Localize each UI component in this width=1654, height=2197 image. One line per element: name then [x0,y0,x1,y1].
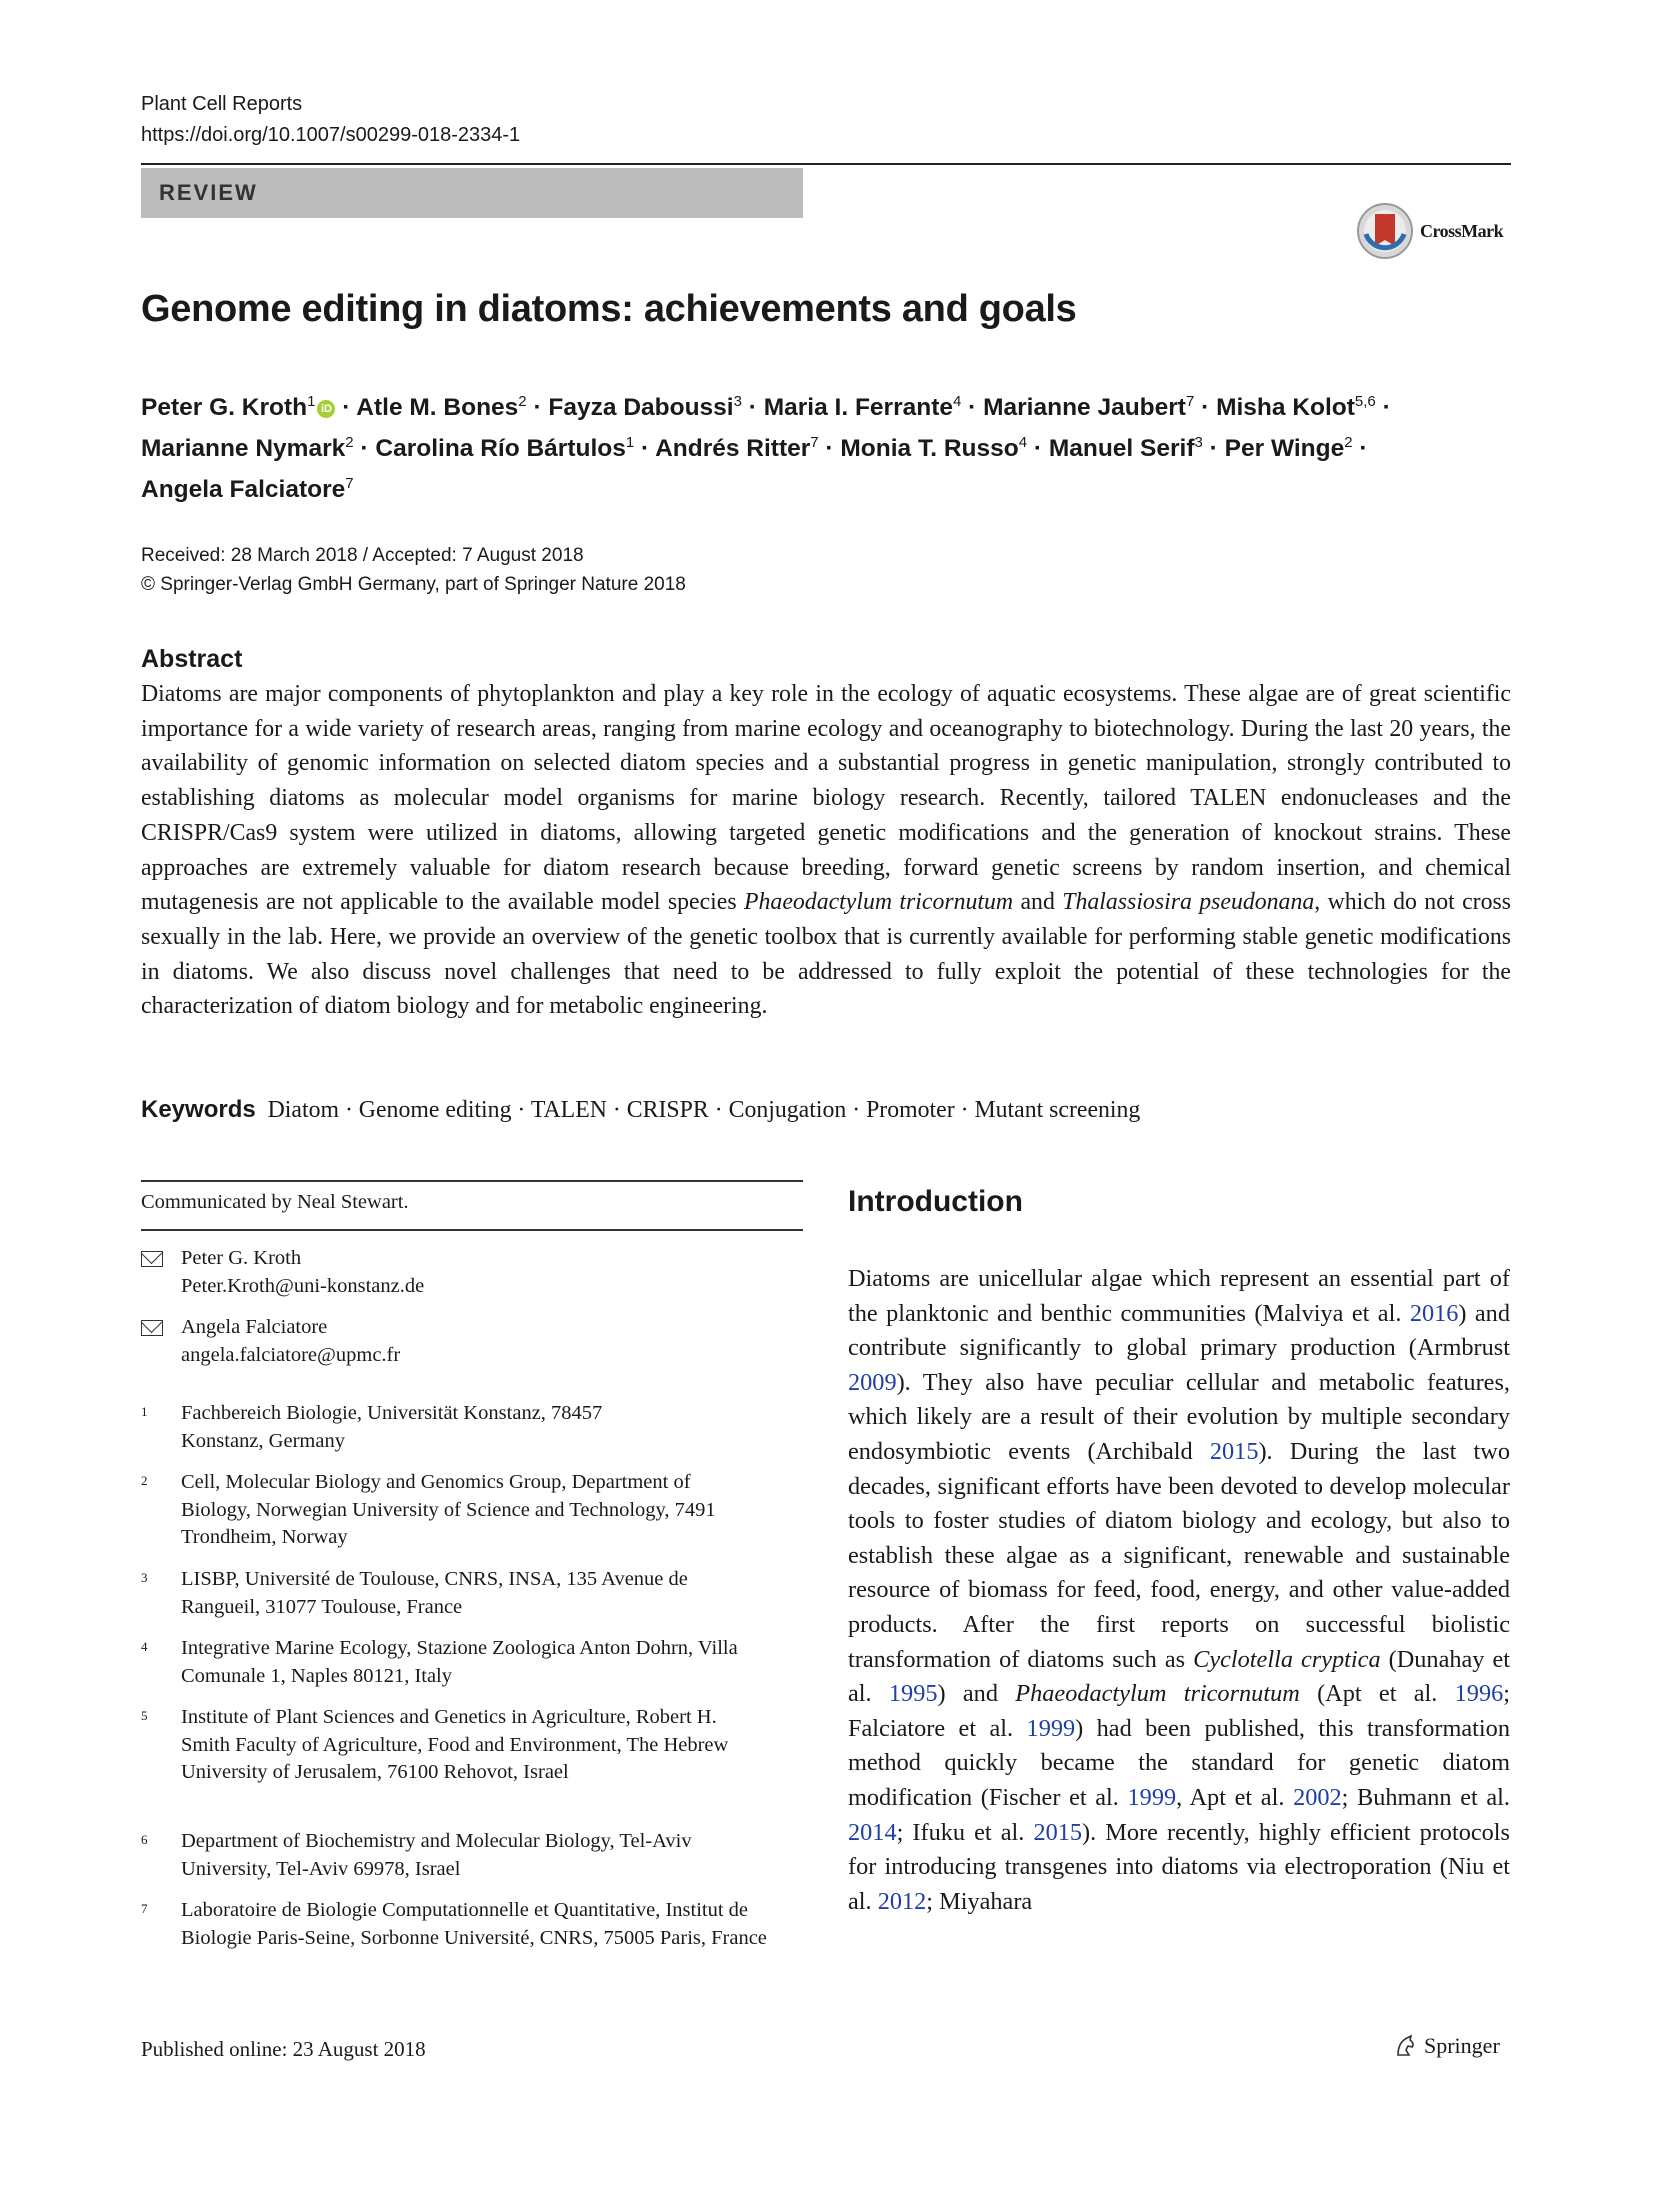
article-type-banner: REVIEW [141,168,803,218]
springer-horse-icon [1392,2033,1418,2059]
citation-link[interactable]: 2014 [848,1818,897,1846]
envelope-icon [141,1320,163,1336]
doi-link[interactable]: https://doi.org/10.1007/s00299-018-2334-1 [141,124,521,146]
author-name[interactable]: · Maria I. Ferrante [741,394,953,422]
author-name[interactable]: · Fayza Daboussi [526,394,734,422]
citation-link[interactable]: 2002 [1293,1783,1342,1811]
journal-header [141,89,520,151]
affiliation-item: 7 Laboratoire de Biologie Computationnelle et Quantitative, Institut de Biologie Paris-Seine, Sorbonne Université, CNRS, 75005 Paris, France [141,1899,767,1949]
copyright: © Springer-Verlag GmbH Germany, part of Springer Nature 2018 [141,574,686,595]
species-name: Cyclotella cryptica [1193,1645,1381,1673]
author-name[interactable]: · Misha Kolot [1194,394,1355,422]
envelope-icon [141,1251,163,1267]
citation-link[interactable]: 1999 [1127,1783,1177,1811]
author-name[interactable]: · Per Winge [1202,435,1345,463]
author-name[interactable]: · Andrés Ritter [634,435,811,463]
keywords-list: Diatom · Genome editing · TALEN · CRISPR · Conjugation · Promoter · Mutant screening [267,1097,1141,1123]
keywords-label: Keywords [141,1096,256,1123]
author-list: Peter G. Kroth$^1$ iD · Atle M. Bones$^2$ · Fayza Daboussi$^3$ · Maria I. Ferrante$^4$ · Marianne Jaubert$^7$ · Misha Kolot$^{5,6}$ · Marianne Nymark$^2$ · Carolina Río Bártulos$^1$ · Andrés Ritter$^7$ · Monia T. Russo$^4$ · Manuel Serif$^3$ · Per Winge$^2$ · Angela Falciatore$^7$ [141,393,1391,504]
citation-link[interactable]: 2015 [1033,1818,1083,1846]
author-name[interactable]: · Monia T. Russo [818,435,1019,463]
orcid-icon[interactable]: iD [317,400,335,418]
author-name[interactable]: · Manuel Serif [1027,435,1195,463]
affiliation-item: 5 Institute of Plant Sciences and Genetics in Agriculture, Robert H. Smith Faculty of Agriculture, Food and Environment, The Hebrew University of Jerusalem, 76100 Rehovot, Israel [141,1706,729,1783]
crossmark-icon [1356,202,1414,260]
species-name: Phaeodactylum tricornutum [744,889,1014,916]
introduction-body: Diatoms are unicellular algae which represent an essential part of the planktonic and benthic communities (Malviya et al. 2016) and contribute significantly to global primary production (Armbrust 2009). They also have peculiar cellular and metabolic features, which likely are a result of their evolution by multiple secondary endosymbiotic events (Archibald 2015). During the last two decades, significant efforts have been devoted to develop molecular tools to foster studies of diatom biology and ecology, but also to establish these algae as a significant, renewable and sustainable resource of biomass for feed, food, energy, and other value-added products. After the first reports on successful biolistic transformation of diatoms such as Cyclotella cryptica (Dunahay et al. 1995) and Phaeodactylum tricornutum (Apt et al. 1996; Falciatore et al. 1999) had been published, this transformation method quickly became the standard for genetic diatom modification (Fischer et al. 1999, Apt et al. 2002; Buhmann et al. 2014; Ifuku et al. 2015). More recently, highly efficient protocols for introducing transgenes into diatoms via electroporation (Niu et al. 2012; Miyahara [848,1265,1511,1915]
citation-link[interactable]: 2015 [1209,1437,1259,1465]
author-name[interactable]: Marianne Nymark [141,435,346,463]
crossmark-label: CrossMark [1420,220,1504,241]
article-title: Genome editing in diatoms: achievements and goals [141,288,1077,330]
abstract-heading: Abstract [141,645,243,673]
citation-link[interactable]: 1995 [888,1680,938,1708]
author-name[interactable]: · Marianne Jaubert [961,394,1186,422]
abstract-body: Diatoms are major components of phytoplankton and play a key role in the ecology of aquatic ecosystems. These algae are of great scientific importance for a wide variety of research areas, ranging from marine ecology and oceanography to biotechnology. During the last 20 years, the availability of genomic information on selected diatom species and a substantial progress in genetic manipulation, strongly contributed to establishing diatoms as molecular model organisms for marine biology research. Recently, tailored TALEN endonucleases and the CRISPR/Cas9 system were utilized in diatoms, allowing targeted genetic modifications and the generation of knockout strains. These approaches are extremely valuable for diatom research because breeding, forward genetic screens by random insertion, and chemical mutagenesis are not applicable to the available model species Phaeodactylum tricornutum and Thalassiosira pseudonana, which do not cross sexually in the lab. Here, we provide an overview of the genetic toolbox that is currently available for performing stable genetic modifications in diatoms. We also discuss novel challenges that need to be addressed to fully exploit the potential of these technologies for the characterization of diatom biology and for metabolic engineering. [141,681,1512,1020]
keywords [141,1096,1511,1124]
affiliation-item: 2 Cell, Molecular Biology and Genomics Group, Department of Biology, Norwegian University of Science and Technology, 7491 Trondheim, Norway [141,1471,716,1548]
published-online: Published online: 23 August 2018 [141,2037,426,2061]
contact-entry: Peter G. Kroth Peter.Kroth@uni-konstanz.de [141,1245,803,1300]
article-dates [141,541,686,599]
received-accepted: Received: 28 March 2018 / Accepted: 7 August 2018 [141,545,584,566]
species-name: Thalassiosira pseudonana [1062,889,1315,916]
footnote-rule [141,1229,803,1231]
species-name: Phaeodactylum tricornutum [1015,1680,1300,1708]
affiliation-item: 3 LISBP, Université de Toulouse, CNRS, INSA, 135 Avenue de Rangueil, 31077 Toulouse, France [141,1568,688,1618]
contact-entry: Angela Falciatore angela.falciatore@upmc.fr [141,1314,803,1369]
publisher-name: Springer [1424,2033,1500,2058]
citation-link[interactable]: 2009 [848,1368,897,1396]
communicated-by: Communicated by Neal Stewart. [141,1191,409,1213]
citation-link[interactable]: 2016 [1409,1299,1459,1327]
citation-link[interactable]: 2012 [877,1887,927,1915]
email-link[interactable]: Peter.Kroth@uni-konstanz.de [181,1274,425,1297]
publisher-logo [1392,2033,1500,2059]
author-name[interactable]: · Atle M. Bones [335,394,519,422]
header-rule [141,163,1511,165]
journal-name: Plant Cell Reports [141,93,303,115]
affiliation-item: 1 Fachbereich Biologie, Universität Konstanz, 78457 Konstanz, Germany [141,1402,603,1452]
footnote-rule-top [141,1180,803,1182]
affiliation-item: 6 Department of Biochemistry and Molecular Biology, Tel-Aviv University, Tel-Aviv 69978, Israel [141,1830,692,1880]
citation-link[interactable]: 1999 [1026,1714,1076,1742]
introduction-heading: Introduction [848,1185,1023,1218]
citation-link[interactable]: 1996 [1454,1680,1504,1708]
affiliation-item: 4 Integrative Marine Ecology, Stazione Zoologica Anton Dohrn, Villa Comunale 1, Naples 80121, Italy [141,1637,738,1687]
crossmark-badge[interactable] [1356,198,1516,264]
author-name[interactable]: Angela Falciatore [141,476,346,504]
email-link[interactable]: angela.falciatore@upmc.fr [181,1343,401,1366]
author-name[interactable]: · Carolina Río Bártulos [353,435,626,463]
author-name[interactable]: Peter G. Kroth [141,394,308,422]
